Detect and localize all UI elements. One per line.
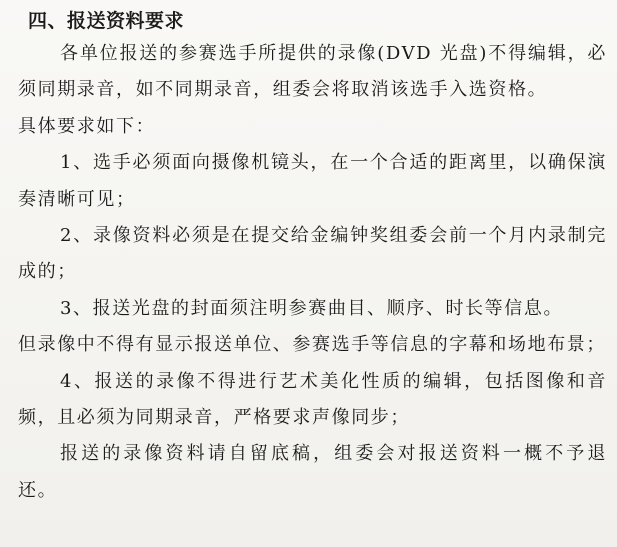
intro-paragraph: 各单位报送的参赛选手所提供的录像(DVD 光盘)不得编辑，必须同期录音，如不同期录音，组委会将取消该选手入选资格。 bbox=[18, 43, 607, 101]
requirement-3-note: 但录像中不得有显示报送单位、参赛选手等信息的字幕和场地布景； bbox=[18, 334, 606, 356]
requirement-2: 2、录像资料必须是在提交给金编钟奖组委会前一个月内录制完成的； bbox=[18, 225, 607, 283]
requirement-3: 3、报送光盘的封面须注明参赛曲目、顺序、时长等信息。 bbox=[60, 297, 564, 319]
requirement-4: 4、报送的录像不得进行艺术美化性质的编辑，包括图像和音频，且必须为同期录音，严格要求声像同步； bbox=[18, 370, 607, 429]
intro-followup: 具体要求如下： bbox=[18, 115, 156, 137]
requirement-1: 1、选手必须面向摄像机镜头，在一个合适的距离里，以确保演奏清晰可见； bbox=[18, 152, 607, 210]
section-title: 四、报送资料要求 bbox=[28, 10, 185, 32]
closing-paragraph: 报送的录像资料请自留底稿，组委会对报送资料一概不予退还。 bbox=[18, 443, 607, 501]
